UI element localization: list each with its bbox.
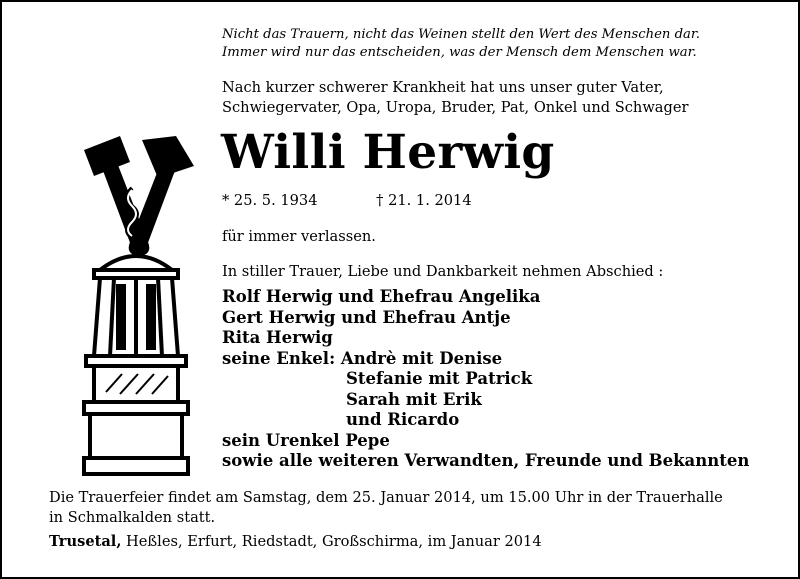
closing-place-rest: Heßles, Erfurt, Riedstadt, Großschirma, im Januar 2014: [121, 533, 542, 550]
funeral-notice: [49, 488, 789, 528]
death-date: † 21. 1. 2014: [376, 192, 472, 209]
hammer-and-pick-with-miners-lamp-icon: [76, 130, 196, 480]
closing-places: [49, 532, 542, 552]
mourner-line: und Ricardo: [346, 410, 460, 429]
mourner-line: sowie alle weiteren Verwandten, Freunde und Bekannten: [222, 451, 750, 470]
verlassen-text: für immer verlassen.: [222, 228, 376, 245]
life-dates: [222, 191, 526, 211]
mourner-line: sein Urenkel Pepe: [222, 430, 390, 450]
intro-text: [222, 78, 782, 118]
mourner-line: Rolf Herwig und Ehefrau Angelika: [222, 287, 541, 306]
funeral-line-1: Die Trauerfeier findet am Samstag, dem 25. Januar 2014, um 15.00 Uhr in der Trauerhalle: [49, 489, 723, 506]
birth-date: * 25. 5. 1934: [222, 192, 318, 209]
mourner-line: Rita Herwig: [222, 328, 333, 347]
quote-line-1: Nicht das Trauern, nicht das Weinen stellt den Wert des Menschen dar.: [222, 27, 700, 42]
intro-line-2: Schwiegervater, Opa, Uropa, Bruder, Pat, Onkel und Schwager: [222, 99, 689, 116]
closing-place-main: Trusetal,: [49, 533, 122, 550]
opening-quote: [222, 26, 782, 62]
quote-line-2: Immer wird nur das entscheiden, was der Mensch dem Menschen war.: [222, 45, 697, 60]
mourners-list: [222, 287, 749, 472]
funeral-line-2: in Schmalkalden statt.: [49, 509, 216, 526]
abschied-text: In stiller Trauer, Liebe und Dankbarkeit nehmen Abschied :: [222, 263, 664, 280]
mourner-line: Sarah mit Erik: [346, 389, 482, 409]
mourner-line: seine Enkel: Andrè mit Denise: [222, 348, 503, 368]
intro-line-1: Nach kurzer schwerer Krankheit hat uns unser guter Vater,: [222, 79, 664, 96]
deceased-name: Willi Herwig: [221, 125, 555, 180]
mourner-line: Stefanie mit Patrick: [346, 369, 533, 388]
mourner-line: Gert Herwig und Ehefrau Antje: [222, 307, 511, 327]
